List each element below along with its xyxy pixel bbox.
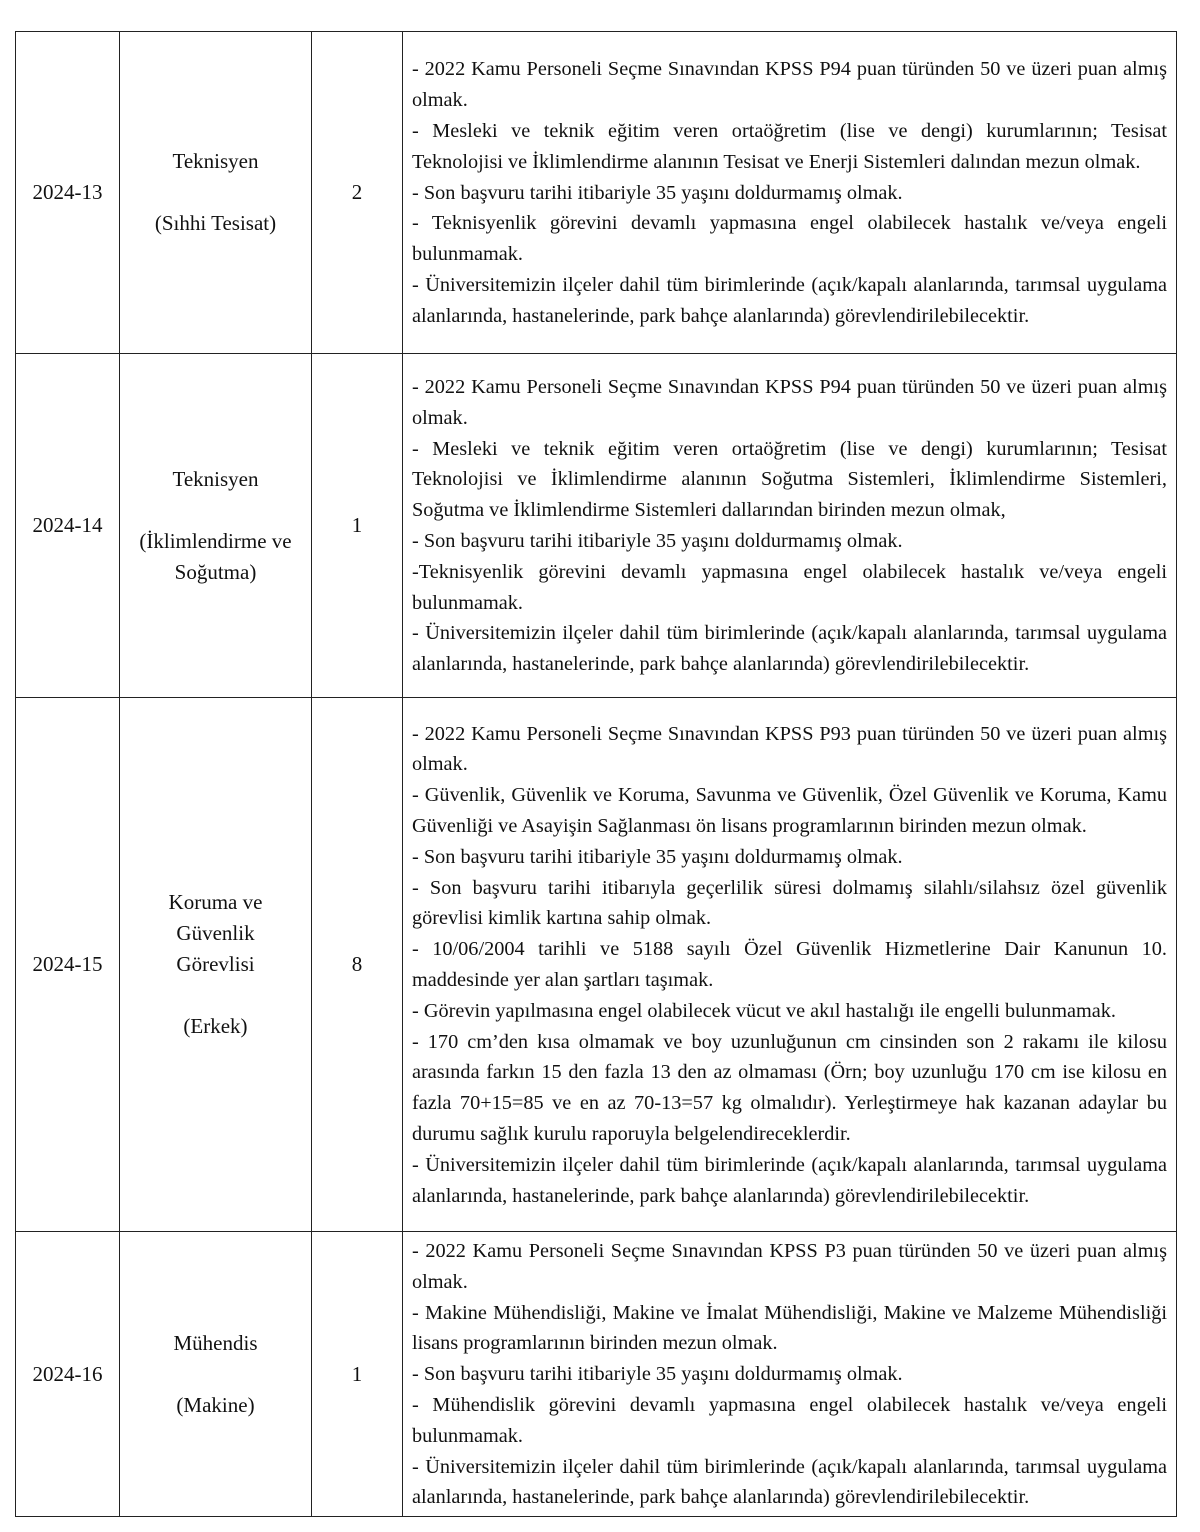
requirement-item: - Üniversitemizin ilçeler dahil tüm birimlerinde (açık/kapalı alanlarında, tarımsal uygulama alanlarında, hastanelerinde, park bahçe alanlarında) görevlendirilebilecektir.	[412, 1455, 1167, 1509]
table-row	[16, 32, 1177, 354]
position-title	[120, 1232, 312, 1517]
requirement-item: - 2022 Kamu Personeli Seçme Sınavından KPSS P94 puan türünden 50 ve üzeri puan almış olmak.	[412, 58, 1167, 112]
requirement-item: - 2022 Kamu Personeli Seçme Sınavından KPSS P93 puan türünden 50 ve üzeri puan almış olmak.	[412, 722, 1167, 776]
requirement-item: - Üniversitemizin ilçeler dahil tüm birimlerinde (açık/kapalı alanlarında, tarımsal uygulama alanlarında, hastanelerinde, park bahçe alanlarında) görevlendirilebilecektir.	[412, 1153, 1167, 1207]
position-code: 2024-13	[16, 32, 120, 354]
requirement-item: - 10/06/2004 tarihli ve 5188 sayılı Özel Güvenlik Hizmetlerine Dair Kanunun 10. maddesinde yer alan şartları taşımak.	[412, 938, 1167, 991]
requirement-item: - Son başvuru tarihi itibariyle 35 yaşını doldurmamış olmak.	[412, 181, 903, 204]
position-code: 2024-15	[16, 698, 120, 1232]
requirement-item: - Üniversitemizin ilçeler dahil tüm birimlerinde (açık/kapalı alanlarında, tarımsal uygulama alanlarında, hastanelerinde, park bahçe alanlarında) görevlendirilebilecektir.	[412, 622, 1167, 676]
position-title	[120, 698, 312, 1232]
requirement-item: - Makine Mühendisliği, Makine ve İmalat Mühendisliği, Makine ve Malzeme Mühendisliği lisans programlarının birinden mezun olmak.	[412, 1301, 1167, 1355]
positions-table	[15, 31, 1177, 1517]
subtitle-line: (İklimlendirme ve	[139, 528, 292, 553]
position-code: 2024-14	[16, 354, 120, 698]
requirement-item: - Son başvuru tarihi itibariyle 35 yaşını doldurmamış olmak.	[412, 1363, 903, 1386]
position-count: 2	[312, 32, 403, 354]
position-title	[120, 32, 312, 354]
requirements-cell	[403, 32, 1177, 354]
requirement-item: - Mesleki ve teknik eğitim veren ortaöğretim (lise ve dengi) kurumlarının; Tesisat Teknolojisi ve İklimlendirme alanının Soğutma Sistemleri, İklimlendirme Sistemleri, Soğutma ve İklimlendirme Sistemleri dallarından birinden mezun olmak,	[412, 437, 1167, 522]
requirement-item: - Son başvuru tarihi itibarıyla geçerlilik süresi dolmamış silahlı/silahsız özel güvenlik görevlisi kimlik kartına sahip olmak.	[412, 876, 1167, 930]
requirement-item: - 2022 Kamu Personeli Seçme Sınavından KPSS P94 puan türünden 50 ve üzeri puan almış olmak.	[412, 376, 1167, 429]
requirements-cell	[403, 354, 1177, 698]
position-code: 2024-16	[16, 1232, 120, 1517]
requirements-cell	[403, 1232, 1177, 1517]
requirement-item: - Son başvuru tarihi itibariyle 35 yaşını doldurmamış olmak.	[412, 530, 903, 552]
position-title	[120, 354, 312, 698]
title-line: Koruma ve	[168, 890, 263, 914]
subtitle-line: (Sıhhi Tesisat)	[154, 211, 277, 235]
requirements-cell	[403, 698, 1177, 1232]
requirement-item: - Son başvuru tarihi itibariyle 35 yaşını doldurmamış olmak.	[412, 845, 903, 868]
requirement-item: - Görevin yapılmasına engel olabilecek vücut ve akıl hastalığı ile engelli bulunmamak.	[412, 999, 1116, 1022]
position-count: 8	[312, 698, 403, 1232]
title-line: Teknisyen	[172, 466, 259, 491]
subtitle-line: (Erkek)	[183, 1014, 248, 1038]
requirement-item: - Üniversitemizin ilçeler dahil tüm birimlerinde (açık/kapalı alanlarında, tarımsal uygulama alanlarında, hastanelerinde, park bahçe alanlarında) görevlendirilebilecektir.	[412, 273, 1167, 327]
requirement-item: - Mühendislik görevini devamlı yapmasına engel olabilecek hastalık ve/veya engeli bulunmamak.	[412, 1393, 1167, 1447]
title-line: Teknisyen	[172, 149, 259, 173]
title-line: Güvenlik	[176, 921, 255, 945]
table-row	[16, 698, 1177, 1232]
position-count: 1	[312, 354, 403, 698]
requirement-item: - 170 cm’den kısa olmamak ve boy uzunluğunun cm cinsinden son 2 rakamı ile kilosu arasında farkın 15 den fazla 13 den az olmaması (Örn; boy uzunluğu 170 cm ise kilosu en fazla 70+15=85 ve en az 70-13=57 kg olmalıdır). Yerleştirmeye hak kazanan adaylar bu durumu sağlık kurulu raporuyla belgelendireceklerdir.	[412, 1030, 1167, 1145]
position-count: 1	[312, 1232, 403, 1517]
table-row	[16, 354, 1177, 698]
subtitle-line: Soğutma)	[174, 559, 257, 584]
requirement-item: -Teknisyenlik görevini devamlı yapmasına engel olabilecek hastalık ve/veya engeli bulunmamak.	[412, 560, 1167, 614]
requirement-item: - Teknisyenlik görevini devamlı yapmasına engel olabilecek hastalık ve/veya engeli bulunmamak.	[412, 212, 1167, 266]
requirement-item: - 2022 Kamu Personeli Seçme Sınavından KPSS P3 puan türünden 50 ve üzeri puan almış olmak.	[412, 1240, 1167, 1293]
title-line: Görevlisi	[176, 952, 255, 976]
title-line: Mühendis	[173, 1330, 258, 1355]
subtitle-line: (Makine)	[176, 1392, 255, 1417]
table-row	[16, 1232, 1177, 1517]
requirement-item: - Mesleki ve teknik eğitim veren ortaöğretim (lise ve dengi) kurumlarının; Tesisat Teknolojisi ve İklimlendirme alanının Tesisat ve Enerji Sistemleri dalından mezun olmak.	[412, 120, 1167, 173]
requirement-item: - Güvenlik, Güvenlik ve Koruma, Savunma ve Güvenlik, Özel Güvenlik ve Koruma, Kamu Güvenliği ve Asayişin Sağlanması ön lisans programlarının birinden mezun olmak.	[412, 784, 1167, 838]
